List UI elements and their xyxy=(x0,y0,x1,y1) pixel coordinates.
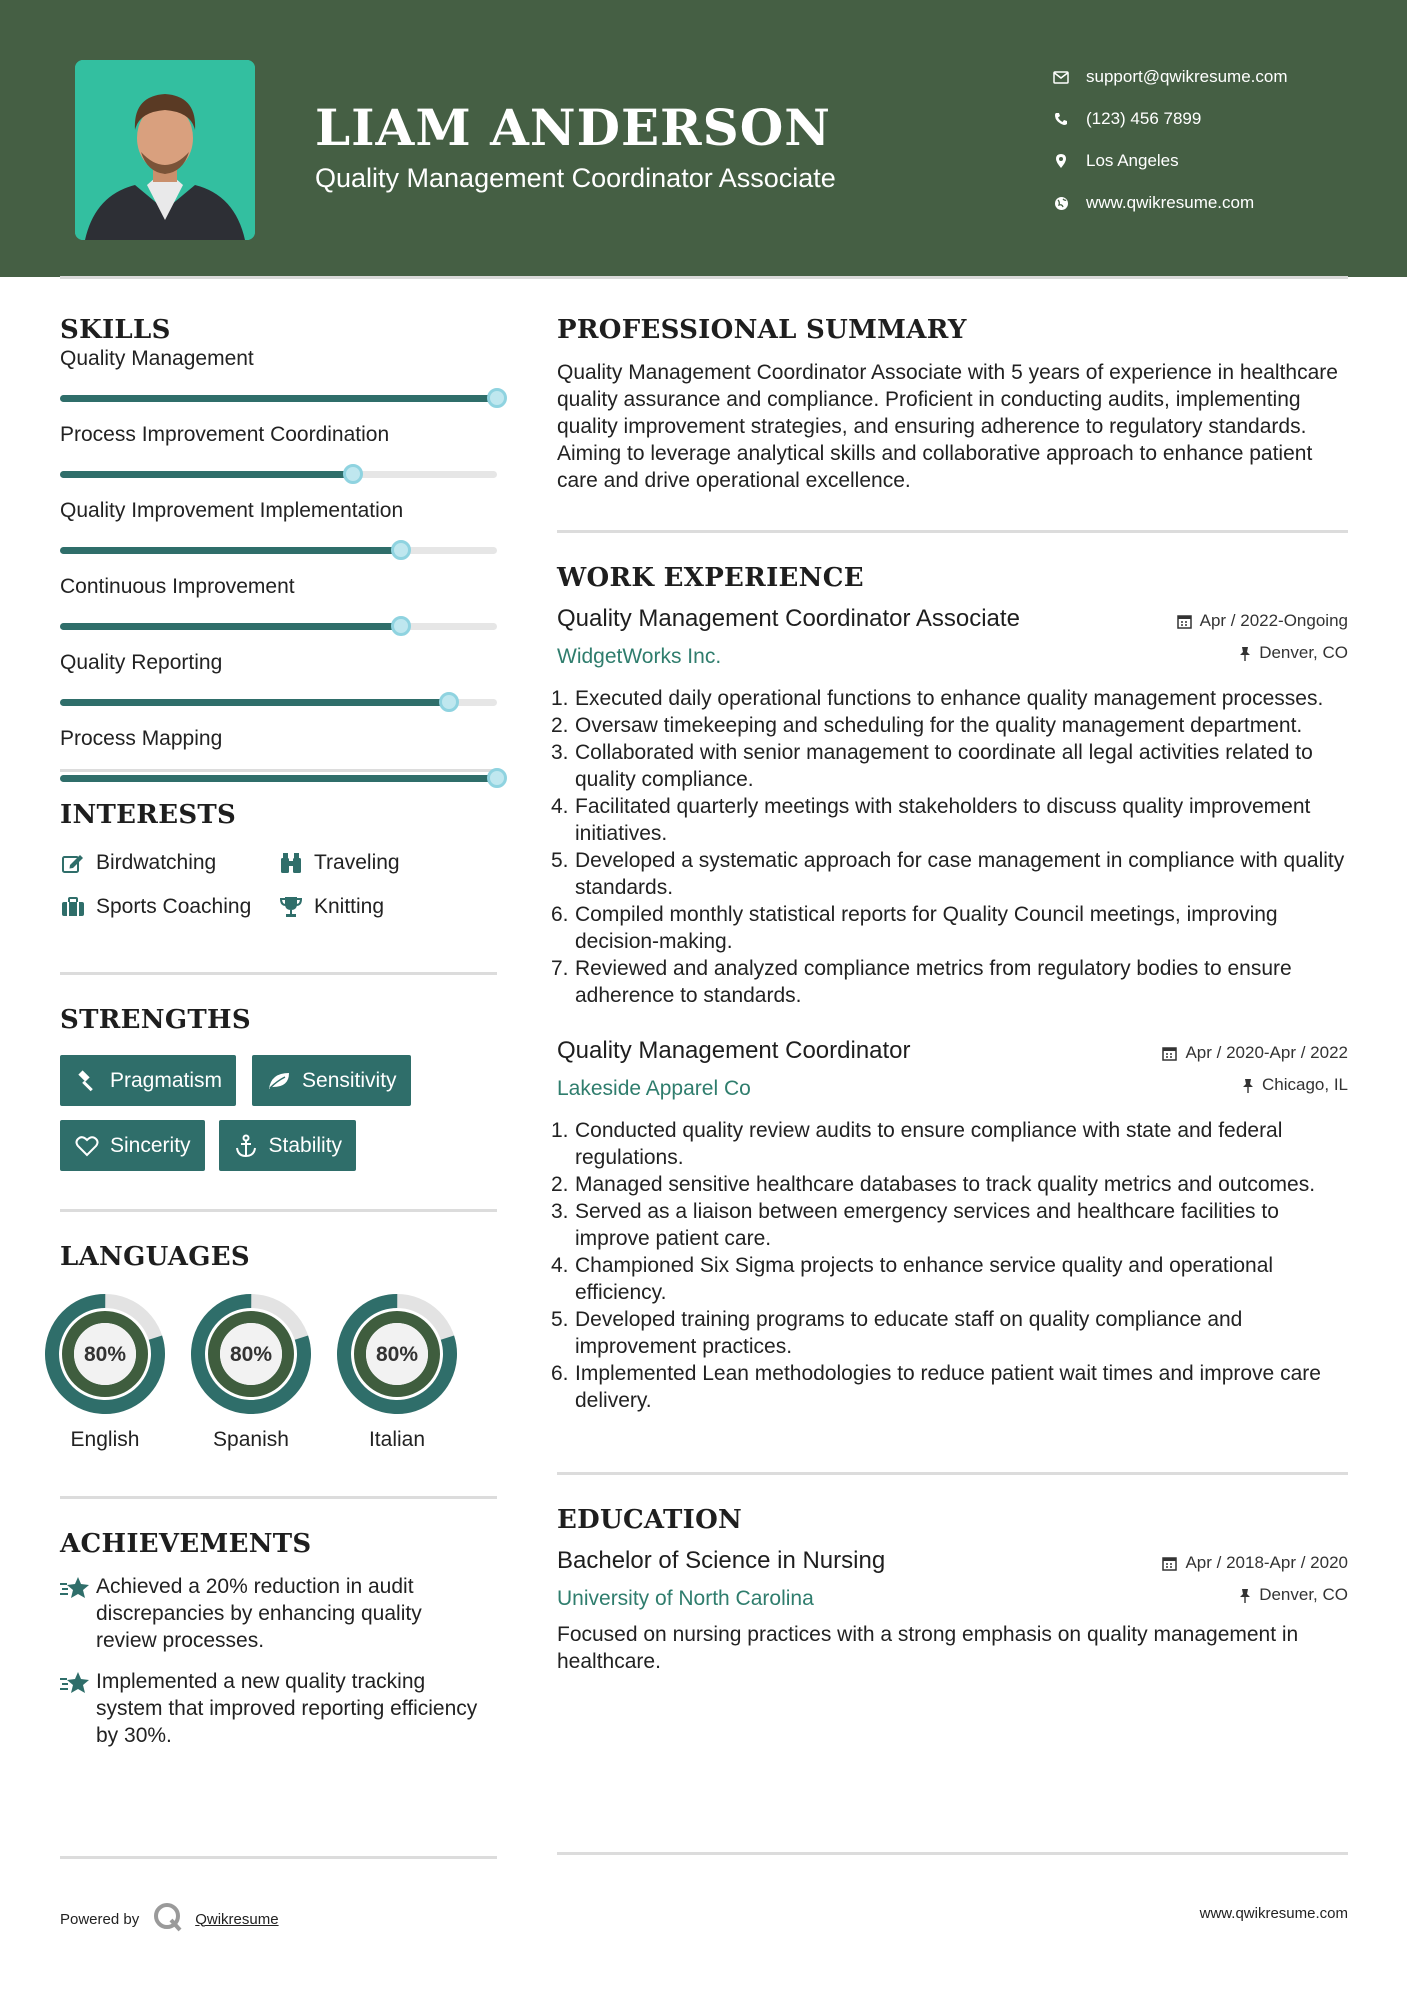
interests-list xyxy=(60,850,497,920)
skill-item xyxy=(60,423,497,487)
skills-section xyxy=(60,315,497,855)
heart-icon xyxy=(74,1133,100,1159)
interests-section xyxy=(60,800,497,920)
skill-bar-fill xyxy=(60,623,401,630)
briefcase-icon xyxy=(60,894,86,920)
list-item: 4. Championed Six Sigma projects to enhance service quality and operational efficiency. xyxy=(551,1254,1274,1304)
achievement-text: Achieved a 20% reduction in audit discrepancies by enhancing quality review processes. xyxy=(96,1575,422,1652)
strength-label: Sincerity xyxy=(110,1133,191,1157)
list-item: 6. Compiled monthly statistical reports for Quality Council meetings, improving decision-making. xyxy=(551,903,1278,953)
achievement-item xyxy=(60,1668,497,1749)
company-name: Lakeside Apparel Co xyxy=(557,1077,751,1100)
interest-item xyxy=(60,894,278,920)
brand-link[interactable]: Qwikresume xyxy=(195,1910,279,1928)
list-item: 7. Reviewed and analyzed compliance metrics from regulatory bodies to ensure adherence to standards. xyxy=(551,957,1292,1007)
school-name: University of North Carolina xyxy=(557,1587,814,1610)
skill-bar-fill xyxy=(60,775,497,782)
skill-bar-knob xyxy=(439,692,459,712)
skill-name: Quality Reporting xyxy=(60,651,223,674)
footer-divider-left xyxy=(60,1856,497,1859)
job-dates xyxy=(1177,611,1348,631)
language-item xyxy=(178,1294,324,1452)
list-item: 6. Implemented Lean methodologies to reduce patient wait times and improve care delivery. xyxy=(551,1362,1321,1412)
contact-location xyxy=(1050,140,1288,182)
education-section xyxy=(557,1505,1348,1675)
skill-item xyxy=(60,727,497,791)
binoculars-icon xyxy=(278,850,304,876)
skill-bar xyxy=(60,471,497,478)
list-item: 4. Facilitated quarterly meetings with stakeholders to discuss quality improvement initiatives. xyxy=(551,795,1311,845)
strength-chip xyxy=(219,1120,357,1171)
contact-phone[interactable] xyxy=(1050,98,1288,140)
skills-list xyxy=(60,347,497,791)
star-icon xyxy=(60,1668,96,1749)
footer-website[interactable]: www.qwikresume.com xyxy=(1199,1905,1348,1922)
pushpin-icon xyxy=(1239,1588,1251,1603)
skill-name: Quality Improvement Implementation xyxy=(60,499,404,522)
powered-by-label: Powered by xyxy=(60,1910,140,1928)
anchor-icon xyxy=(233,1133,259,1159)
strengths-list xyxy=(60,1055,497,1171)
achievements-section xyxy=(60,1529,497,1749)
job-entry xyxy=(551,605,1348,1009)
section-divider xyxy=(557,1472,1348,1475)
pencil-square-icon xyxy=(60,850,86,876)
powered-by xyxy=(60,1902,279,1936)
language-name: Italian xyxy=(368,1428,426,1451)
skill-bar-fill xyxy=(60,471,353,478)
strength-chip xyxy=(252,1055,411,1106)
skill-bar xyxy=(60,547,497,554)
skill-bar-knob xyxy=(391,540,411,560)
skill-name: Continuous Improvement xyxy=(60,575,295,598)
resume-header xyxy=(0,0,1407,277)
pushpin-icon xyxy=(1239,646,1251,661)
degree-name: Bachelor of Science in Nursing xyxy=(557,1547,886,1574)
contact-location-text: Los Angeles xyxy=(1086,151,1179,170)
skill-name: Quality Management xyxy=(60,347,254,370)
left-column xyxy=(60,315,497,1749)
skill-item xyxy=(60,499,497,563)
skill-bar-knob xyxy=(487,768,507,788)
interests-heading: INTERESTS xyxy=(60,800,237,830)
star-icon xyxy=(60,1573,96,1654)
job-dates-text: Apr / 2022-Ongoing xyxy=(1199,611,1348,630)
education-dates-text: Apr / 2018-Apr / 2020 xyxy=(1185,1553,1348,1572)
strength-label: Sensitivity xyxy=(302,1068,397,1092)
strengths-section xyxy=(60,1005,497,1171)
right-column xyxy=(551,315,1348,1675)
contact-website[interactable] xyxy=(1050,182,1288,224)
leaf-icon xyxy=(266,1068,292,1094)
interest-item xyxy=(278,894,497,920)
language-percent: 80% xyxy=(83,1343,127,1366)
trophy-icon xyxy=(278,894,304,920)
pushpin-icon xyxy=(1242,1078,1254,1093)
languages-list xyxy=(59,1294,497,1452)
list-item: 5. Developed a systematic approach for case management in compliance with quality standards. xyxy=(551,849,1345,899)
summary-section xyxy=(557,315,1348,494)
list-item: 5. Developed training programs to educate staff on quality compliance and improvement practices. xyxy=(551,1308,1243,1358)
job-bullets xyxy=(551,685,1348,1009)
skill-bar xyxy=(60,699,497,706)
skills-heading: SKILLS xyxy=(60,315,171,345)
interest-label: Sports Coaching xyxy=(96,895,252,918)
interest-item xyxy=(60,850,278,876)
language-donut xyxy=(337,1294,457,1414)
skill-bar xyxy=(60,775,497,782)
experience-section xyxy=(551,563,1348,1414)
list-item: 2. Oversaw timekeeping and scheduling for the quality management department. xyxy=(551,714,1303,737)
calendar-icon xyxy=(1162,1556,1177,1571)
achievements-heading: ACHIEVEMENTS xyxy=(60,1529,312,1559)
achievement-item xyxy=(60,1573,497,1654)
contact-list xyxy=(1050,56,1288,224)
phone-icon xyxy=(1050,108,1072,130)
skill-item xyxy=(60,347,497,411)
skill-bar xyxy=(60,623,497,630)
skill-item xyxy=(60,575,497,639)
achievement-text: Implemented a new quality tracking system that improved reporting efficiency by 30%. xyxy=(96,1670,478,1747)
list-item: 3. Collaborated with senior management to coordinate all legal activities related to quality compliance. xyxy=(551,741,1313,791)
language-name: English xyxy=(70,1428,140,1451)
skill-item xyxy=(60,651,497,715)
language-percent: 80% xyxy=(229,1343,273,1366)
profile-photo xyxy=(75,60,255,240)
job-dates xyxy=(1162,1043,1348,1063)
skill-name: Process Mapping xyxy=(60,727,223,750)
summary-heading: PROFESSIONAL SUMMARY xyxy=(557,315,967,345)
skill-bar-knob xyxy=(343,464,363,484)
strength-chip xyxy=(60,1120,205,1171)
candidate-name: LIAM ANDERSON xyxy=(315,98,831,157)
list-item: 3. Served as a liaison between emergency services and healthcare facilities to improve patient care. xyxy=(551,1200,1279,1250)
interest-label: Birdwatching xyxy=(96,851,217,874)
list-item: 1. Executed daily operational functions to enhance quality management processes. xyxy=(551,687,1324,710)
strength-label: Stability xyxy=(268,1133,343,1157)
job-bullets xyxy=(551,1117,1348,1414)
language-name: Spanish xyxy=(213,1428,289,1451)
skill-bar-fill xyxy=(60,699,449,706)
interest-label: Knitting xyxy=(314,895,385,918)
job-entry xyxy=(551,1037,1348,1414)
job-location-text: Chicago, IL xyxy=(1262,1075,1348,1094)
education-location xyxy=(1239,1585,1348,1605)
education-location-text: Denver, CO xyxy=(1259,1585,1348,1604)
job-title: Quality Management Coordinator Associate xyxy=(557,605,1020,632)
skill-bar-fill xyxy=(60,547,401,554)
language-donut xyxy=(45,1294,165,1414)
education-description: Focused on nursing practices with a strong emphasis on quality management in healthcare. xyxy=(557,1623,1299,1673)
experience-heading: WORK EXPERIENCE xyxy=(557,563,864,593)
envelope-icon xyxy=(1050,66,1072,88)
qwikresume-logo-icon xyxy=(153,1902,183,1936)
skill-bar xyxy=(60,395,497,402)
contact-email-text: support@qwikresume.com xyxy=(1086,67,1288,86)
job-dates-text: Apr / 2020-Apr / 2022 xyxy=(1185,1043,1348,1062)
globe-icon xyxy=(1050,192,1072,214)
contact-phone-text: (123) 456 7899 xyxy=(1086,109,1202,128)
section-divider xyxy=(60,1496,497,1499)
education-heading: EDUCATION xyxy=(557,1505,743,1535)
contact-email[interactable] xyxy=(1050,56,1288,98)
language-item xyxy=(32,1294,178,1452)
language-donut xyxy=(191,1294,311,1414)
summary-text: Quality Management Coordinator Associate with 5 years of experience in healthcare quality assurance and compliance. Proficient in conducting audits, implementing quality improvement strategies, and ensuring adherence to regulatory standards. Aiming to leverage analytical skills and collaborative approach to enhance patient care and drive operational excellence. xyxy=(557,361,1338,492)
job-location xyxy=(1239,643,1348,663)
education-entry xyxy=(557,1547,1348,1675)
strength-label: Pragmatism xyxy=(110,1068,223,1092)
gavel-icon xyxy=(74,1068,100,1094)
contact-website-text: www.qwikresume.com xyxy=(1086,193,1255,212)
skill-name: Process Improvement Coordination xyxy=(60,423,390,446)
header-divider xyxy=(60,276,1348,279)
map-pin-icon xyxy=(1050,150,1072,172)
languages-section xyxy=(60,1242,497,1452)
section-divider xyxy=(60,972,497,975)
company-name: WidgetWorks Inc. xyxy=(557,645,722,668)
interest-item xyxy=(278,850,497,876)
skill-bar-knob xyxy=(391,616,411,636)
footer-divider-right xyxy=(557,1852,1348,1855)
job-location-text: Denver, CO xyxy=(1259,643,1348,662)
skill-bar-knob xyxy=(487,388,507,408)
language-percent: 80% xyxy=(375,1343,419,1366)
skill-bar-fill xyxy=(60,395,497,402)
interest-label: Traveling xyxy=(314,851,400,874)
section-divider xyxy=(557,530,1348,533)
calendar-icon xyxy=(1162,1046,1177,1061)
language-item xyxy=(324,1294,470,1452)
section-divider xyxy=(60,1209,497,1212)
languages-heading: LANGUAGES xyxy=(60,1242,250,1272)
candidate-title: Quality Management Coordinator Associate xyxy=(315,163,836,193)
list-item: 1. Conducted quality review audits to ensure compliance with state and federal regulations. xyxy=(551,1119,1283,1169)
strength-chip xyxy=(60,1055,236,1106)
job-title: Quality Management Coordinator xyxy=(557,1037,911,1064)
strengths-heading: STRENGTHS xyxy=(60,1005,251,1035)
job-location xyxy=(1242,1075,1348,1095)
list-item: 2. Managed sensitive healthcare databases to track quality metrics and outcomes. xyxy=(551,1173,1316,1196)
education-dates xyxy=(1162,1553,1348,1573)
calendar-icon xyxy=(1177,614,1192,629)
